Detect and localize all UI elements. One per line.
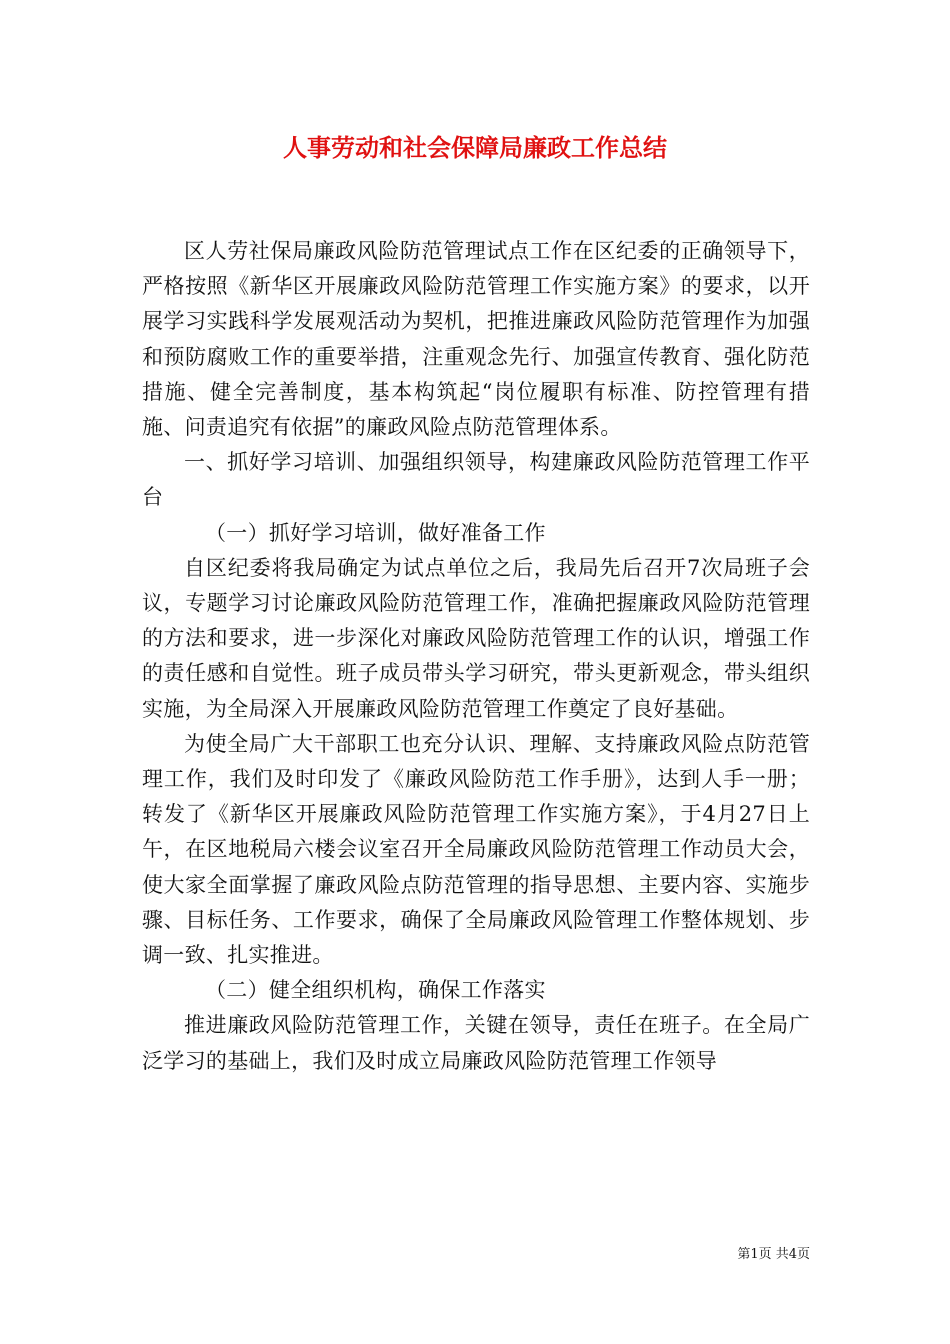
document-body — [142, 234, 810, 1079]
subsection-heading-2: （二）健全组织机构，确保工作落实 — [205, 978, 546, 1003]
document-title: 人事劳动和社会保障局廉政工作总结 — [283, 133, 667, 162]
paragraph-study: 自区纪委将我局确定为试点单位之后，我局先后召开7次局班子会议，专题学习讨论廉政风险防范管理工作，准确把握廉政风险防范管理的方法和要求，进一步深化对廉政风险防范管理工作的认识，增强工作的责任感和自觉性。班子成员带头学习研究，带头更新观念，带头组织实施，为全局深入开展廉政风险防范管理工作奠定了良好基础。 — [142, 555, 810, 721]
page-number: 第1页 共4页 — [737, 1247, 810, 1262]
paragraph-intro: 区人劳社保局廉政风险防范管理试点工作在区纪委的正确领导下，严格按照《新华区开展廉政风险防范管理工作实施方案》的要求，以开展学习实践科学发展观活动为契机，把推进廉政风险防范管理作为加强和预防腐败工作的重要举措，注重观念先行、加强宣传教育、强化防范措施、健全完善制度，基本构筑起“岗位履职有标准、防控管理有措施、问责追究有依据”的廉政风险点防范管理体系。 — [142, 239, 810, 440]
paragraph-organization: 推进廉政风险防范管理工作，关键在领导，责任在班子。在全局广泛学习的基础上，我们及时成立局廉政风险防范管理工作领导 — [142, 1013, 810, 1073]
subsection-heading-1: （一）抓好学习培训，做好准备工作 — [205, 520, 546, 545]
section-heading-1: 一、抓好学习培训、加强组织领导，构建廉政风险防范管理工作平台 — [142, 450, 810, 510]
paragraph-mobilization: 为使全局广大干部职工也充分认识、理解、支持廉政风险点防范管理工作，我们及时印发了《廉政风险防范工作手册》，达到人手一册；转发了《新华区开展廉政风险防范管理工作实施方案》，于4月27日上午，在区地税局六楼会议室召开全局廉政风险防范管理工作动员大会，使大家全面掌握了廉政风险点防范管理的指导思想、主要内容、实施步骤、目标任务、工作要求，确保了全局廉政风险管理工作整体规划、步调一致、扎实推进。 — [142, 731, 810, 968]
